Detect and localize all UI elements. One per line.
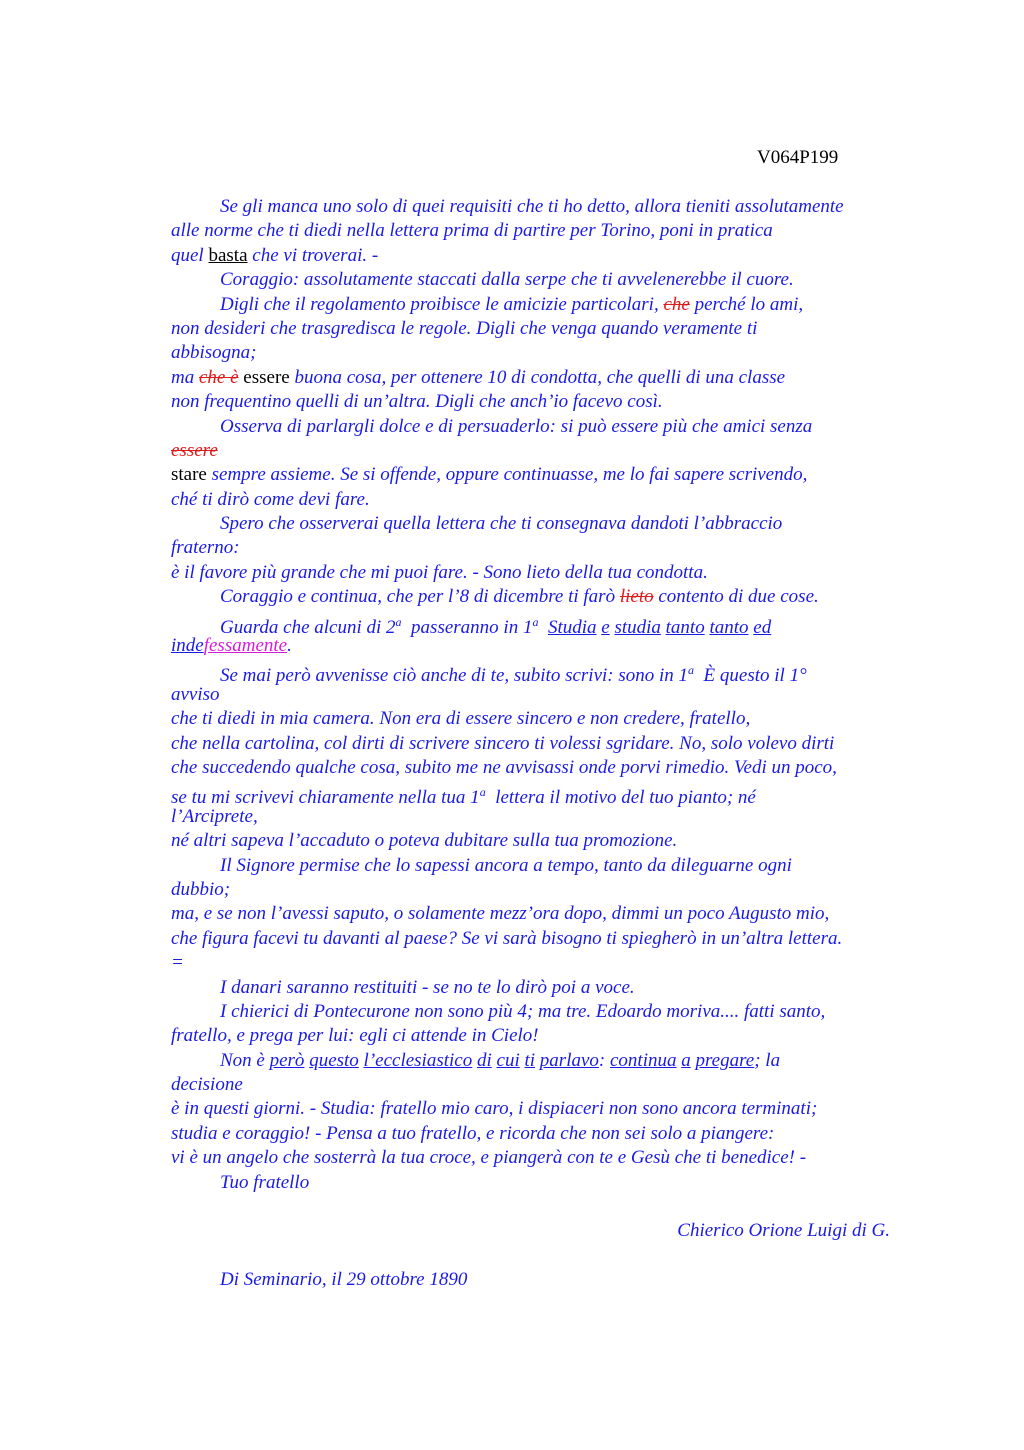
deleted-word: che bbox=[663, 293, 690, 315]
text-line: Coraggio e continua, che per l’8 di dicembre ti farò lieto contento di due cose. bbox=[220, 586, 819, 608]
deleted-word: essere bbox=[171, 439, 218, 461]
text-line: è il favore più grande che mi puoi fare. - Sono lieto della tua condotta. bbox=[171, 561, 708, 583]
text-line: I chierici di Pontecurone non sono più 4; ma tre. Edoardo moriva.... fatti santo, bbox=[220, 1000, 826, 1022]
text-line: abbisogna; bbox=[171, 342, 257, 364]
deleted-word: che è bbox=[198, 366, 239, 388]
text-line: che ti diedi in mia camera. Non era di essere sincero e non credere, fratello, bbox=[171, 708, 751, 730]
letter-body bbox=[171, 195, 911, 1293]
text-line: stare sempre assieme. Se si offende, oppure continuasse, me lo fai sapere scrivendo, bbox=[171, 464, 808, 486]
text-line: studia e coraggio! - Pensa a tuo fratello, e ricorda che non sei solo a piangere: bbox=[171, 1122, 775, 1144]
text-line: che figura facevi tu davanti al paese? Se vi sarà bisogno ti spiegherò in un’altra lettera. bbox=[171, 927, 843, 949]
text-line: avviso bbox=[171, 683, 220, 705]
superscript: a bbox=[479, 785, 486, 800]
text-line: ché ti dirò come devi fare. bbox=[171, 488, 370, 510]
text-line: Spero che osserverai quella lettera che ti consegnava dandoti l’abbraccio bbox=[220, 513, 783, 535]
text-line: = bbox=[171, 952, 184, 974]
text-line: quel basta che vi troverai. - bbox=[171, 244, 379, 266]
text-line: fratello, e prega per lui: egli ci attende in Cielo! bbox=[171, 1025, 539, 1047]
text-line: decisione bbox=[171, 1074, 243, 1096]
added-word: fessamente bbox=[203, 635, 288, 657]
inserted-word: essere bbox=[238, 366, 290, 388]
spacer bbox=[171, 1195, 911, 1219]
text-line: Se mai però avvenisse ciò anche di te, subito scrivi: sono in 1$^a$ È questo il 1° bbox=[220, 663, 807, 687]
inserted-word: basta bbox=[208, 244, 248, 266]
text-line: Se gli manca uno solo di quei requisiti che ti ho detto, allora tieniti assolutamente bbox=[220, 196, 844, 217]
text-line: vi è un angelo che sosterrà la tua croce, e piangerà con te e Gesù che ti benedice! - bbox=[171, 1147, 807, 1169]
text-line: né altri sapeva l’accaduto o poteva dubitare sulla tua promozione. bbox=[171, 830, 678, 852]
text-line: indefessamente. bbox=[171, 635, 292, 657]
text-line: I danari saranno restituiti - se no te lo dirò poi a voce. bbox=[220, 976, 635, 998]
signature: Chierico Orione Luigi di G. bbox=[677, 1220, 890, 1242]
superscript: a bbox=[688, 663, 695, 678]
text-line: non frequentino quelli di un’altra. Digli che anch’io facevo così. bbox=[171, 391, 663, 413]
text-line: che nella cartolina, col dirti di scrivere sincero ti volessi sgridare. No, solo volevo dirti bbox=[171, 732, 835, 754]
text-line: l’Arciprete, bbox=[171, 805, 258, 827]
text-line: se tu mi scrivevi chiaramente nella tua 1$^a$ lettera il motivo del tuo pianto; né bbox=[171, 785, 756, 809]
text-line: fraterno: bbox=[171, 537, 240, 559]
text-line: che succedendo qualche cosa, subito me ne avvisassi onde porvi rimedio. Vedi un poco, bbox=[171, 756, 837, 778]
text-line bbox=[171, 439, 911, 463]
superscript: a bbox=[532, 614, 539, 629]
deleted-word: lieto bbox=[619, 586, 654, 608]
text-line: ma che è essere buona cosa, per ottenere 10 di condotta, che quelli di una classe bbox=[171, 366, 786, 388]
spacer bbox=[171, 1244, 911, 1268]
text-line: Tuo fratello bbox=[220, 1171, 310, 1193]
superscript: a bbox=[395, 614, 402, 629]
text-line: Non è però questo l’ecclesiastico di cui ti parlavo: continua a pregare; la bbox=[220, 1049, 781, 1071]
text-line: non desideri che trasgredisca le regole. Digli che venga quando veramente ti bbox=[171, 317, 758, 339]
text-line: Coraggio: assolutamente staccati dalla serpe che ti avvelenerebbe il cuore. bbox=[220, 269, 794, 291]
date-line: Di Seminario, il 29 ottobre 1890 bbox=[220, 1269, 468, 1291]
page-code: V064P199 bbox=[757, 147, 839, 168]
text-line: dubbio; bbox=[171, 878, 231, 900]
text-line: Osserva di parlargli dolce e di persuaderlo: si può essere più che amici senza bbox=[220, 415, 813, 437]
text-line: alle norme che ti diedi nella lettera prima di partire per Torino, poni in pratica bbox=[171, 220, 773, 242]
text-line: ma, e se non l’avessi saputo, o solamente mezz’ora dopo, dimmi un poco Augusto mio, bbox=[171, 903, 830, 925]
inserted-word: stare bbox=[171, 464, 207, 486]
text-line: Il Signore permise che lo sapessi ancora a tempo, tanto da dileguarne ogni bbox=[220, 854, 792, 876]
text-line: Guarda che alcuni di 2$^a$ passeranno in 1$^a$ Studia e studia tanto tanto ed bbox=[220, 614, 772, 638]
text-line: è in questi giorni. - Studia: fratello mio caro, i dispiaceri non sono ancora terminati; bbox=[171, 1098, 818, 1120]
text-line: Digli che il regolamento proibisce le amicizie particolari, che perché lo ami, bbox=[220, 293, 804, 315]
